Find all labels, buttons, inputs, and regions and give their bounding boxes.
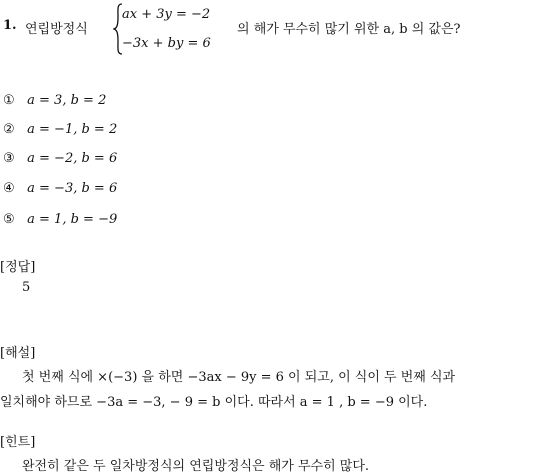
option-text: a = 1, b = −9	[27, 212, 118, 227]
option-2[interactable]	[3, 122, 117, 137]
explanation-line-2: 일치해야 하므로 −3a = −3, − 9 = b 이다. 따라서 a = 1 , b = −9 이다.	[0, 395, 428, 410]
explanation-line-1: 첫 번째 식에 ×(−3) 을 하면 −3ax − 9y = 6 이 되고, 이 식이 두 번째 식과	[22, 370, 456, 385]
option-4[interactable]	[3, 181, 117, 196]
hint-text: 완전히 같은 두 일차방정식의 연립방정식은 해가 무수히 많다.	[22, 459, 370, 474]
answer-value: 5	[22, 280, 31, 295]
option-mark: ③	[3, 151, 15, 166]
option-text: a = 3, b = 2	[27, 93, 107, 108]
equation-1: ax + 3y = −2	[122, 7, 211, 22]
option-mark: ①	[3, 93, 15, 108]
answer-label: [정답]	[0, 260, 36, 275]
option-1[interactable]	[3, 93, 106, 108]
equation-2: −3x + by = 6	[122, 36, 211, 51]
option-5[interactable]	[3, 212, 117, 227]
hint-label: [힌트]	[0, 435, 36, 450]
option-text: a = −3, b = 6	[27, 181, 118, 196]
option-text: a = −2, b = 6	[27, 151, 118, 166]
question-suffix: 의 해가 무수히 많기 위한 a, b 의 값은?	[237, 22, 461, 37]
option-mark: ②	[3, 122, 15, 137]
option-mark: ⑤	[3, 212, 15, 227]
question-number: 1.	[3, 18, 17, 33]
explanation-label: [해설]	[0, 346, 36, 361]
option-mark: ④	[3, 181, 15, 196]
option-3[interactable]	[3, 151, 117, 166]
question-prefix: 연립방정식	[25, 22, 88, 37]
question-row	[3, 18, 17, 33]
option-text: a = −1, b = 2	[27, 122, 118, 137]
